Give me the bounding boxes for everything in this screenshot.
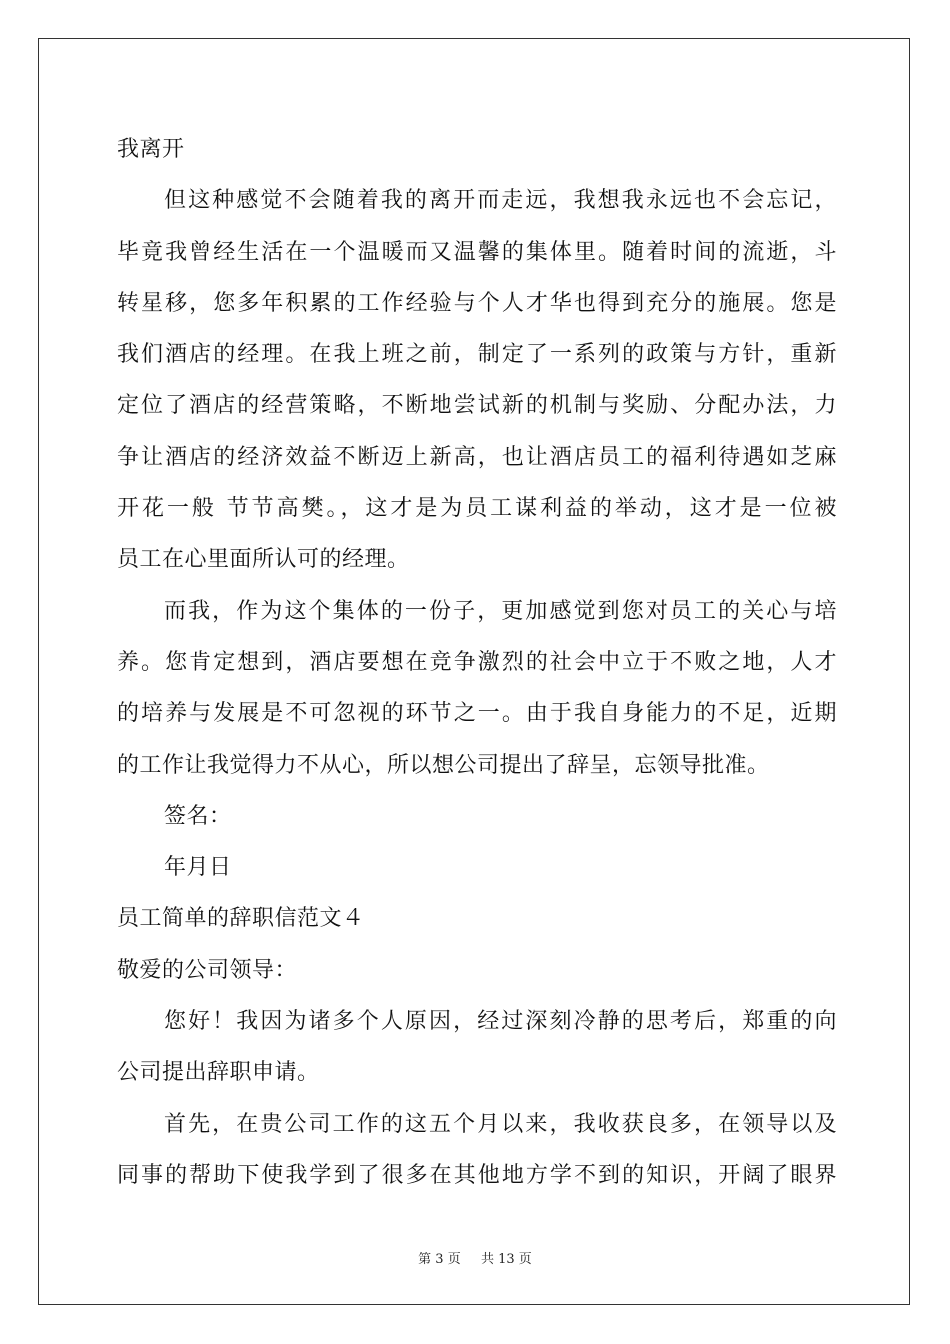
salutation: 敬爱的公司领导： xyxy=(117,957,298,983)
page-total: 共 13 页 xyxy=(481,1252,532,1267)
text-line: 但这种感觉不会随着我的离开而走远，我想我永远也不会忘记， xyxy=(164,188,837,214)
text-line: 我离开 xyxy=(117,137,185,162)
text-line: 公司提出辞职申请。 xyxy=(117,1060,320,1086)
section-heading: 员工简单的辞职信范文４ xyxy=(117,906,365,932)
date-label: 年月日 xyxy=(164,855,232,881)
text-line: 转星移，您多年积累的工作经验与个人才华也得到充分的施展。您是 xyxy=(117,290,837,316)
text-line: 同事的帮助下使我学到了很多在其他地方学不到的知识，开阔了眼界 xyxy=(117,1162,837,1188)
text-line: 您好！我因为诸多个人原因，经过深刻冷静的思考后，郑重的向 xyxy=(164,1009,837,1035)
page-number: 第 3 页 xyxy=(418,1252,461,1267)
text-line: 员工在心里面所认可的经理。 xyxy=(117,547,410,573)
page-footer xyxy=(0,1248,950,1267)
text-line: 毕竟我曾经生活在一个温暖而又温馨的集体里。随着时间的流逝，斗 xyxy=(117,239,837,265)
text-line: 争让酒店的经济效益不断迈上新高，也让酒店员工的福利待遇如芝麻 xyxy=(117,444,837,470)
document-body xyxy=(117,124,837,1201)
text-line: 我们酒店的经理。在我上班之前，制定了一系列的政策与方针，重新 xyxy=(117,342,837,368)
text-line: 而我，作为这个集体的一份子，更加感觉到您对员工的关心与培 xyxy=(164,598,837,624)
text-line: 首先，在贵公司工作的这五个月以来，我收获良多，在领导以及 xyxy=(164,1111,837,1137)
signature-label: 签名： xyxy=(164,803,232,829)
text-line: 的工作让我觉得力不从心，所以想公司提出了辞呈，忘领导批准。 xyxy=(117,752,770,778)
text-line: 开花一般 节节高樊。，这才是为员工谋利益的举动，这才是一位被 xyxy=(117,496,837,522)
text-line: 养。您肯定想到，酒店要想在竞争激烈的社会中立于不败之地，人才 xyxy=(117,649,837,675)
text-line: 定位了酒店的经营策略，不断地尝试新的机制与奖励、分配办法，力 xyxy=(117,393,837,419)
text-line: 的培养与发展是不可忽视的环节之一。由于我自身能力的不足，近期 xyxy=(117,701,837,727)
